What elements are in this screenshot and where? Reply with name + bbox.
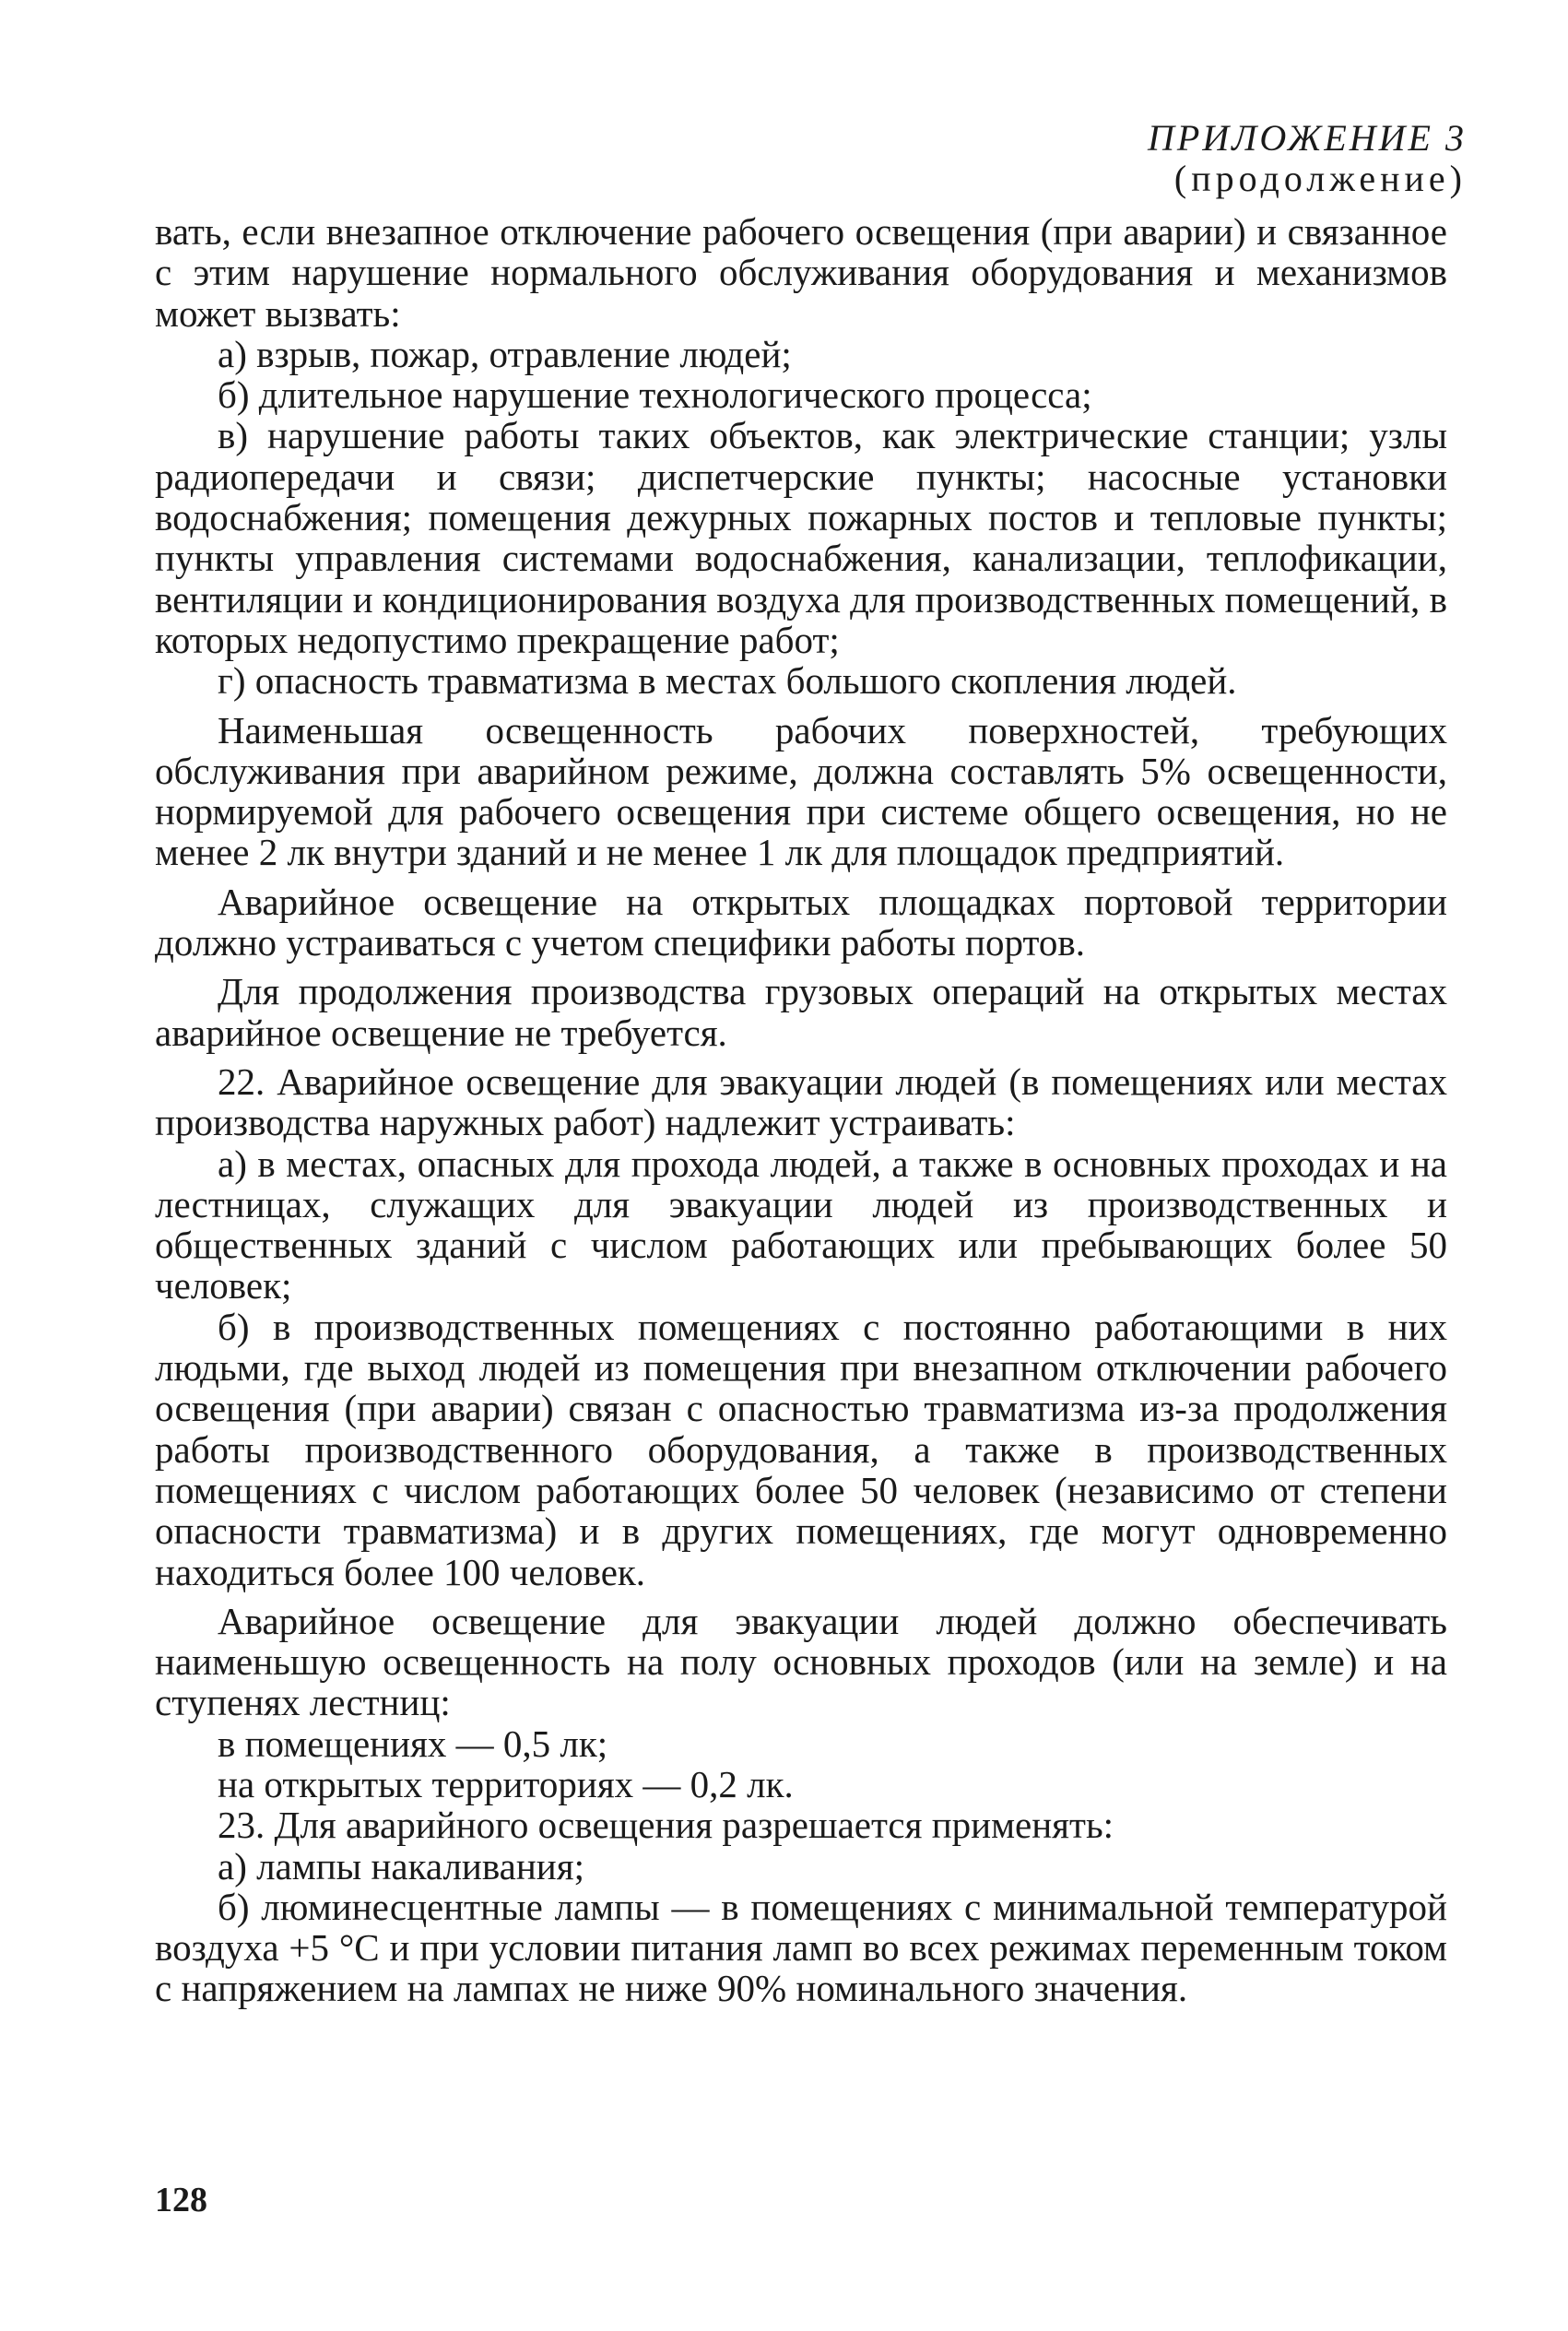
paragraph-min-illumination: Наименьшая освещенность рабочих поверхностей, требующих обслуживания при аварийном режиме, должна составлять 5% освещенности, нормируемой для рабочего освещения при системе общего освещения, но не менее 2 лк внутри зданий и не менее 1 лк для площадок предприятий. (155, 708, 1447, 874)
list-item-g: г) опасность травматизма в местах большого скопления людей. (218, 659, 1237, 703)
list-item-23b: б) люминесцентные лампы — в помещениях с минимальной температурой воздуха +5 °С и при условии питания ламп во всех режимах переменным током с напряжением на лампах не ниже 90% номинального значения. (155, 1885, 1447, 2010)
list-item-a: а) взрыв, пожар, отравление людей; (218, 332, 792, 375)
paragraph-section-22: 22. Аварийное освещение для эвакуации людей (в помещениях или местах производства наружных работ) надлежит устраивать: (155, 1059, 1447, 1144)
list-item-22a: а) в местах, опасных для прохода людей, а также в основных проходах и на лестницах, служащих для эвакуации людей из производственных и общественных зданий с числом работающих или пребывающих более 50 человек; (155, 1142, 1447, 1307)
illumination-outdoor: на открытых территориях — 0,2 лк. (218, 1762, 794, 1805)
appendix-header (1148, 118, 1467, 199)
page-number: 128 (155, 2181, 207, 2219)
paragraph-continuation: вать, если внезапное отключение рабочего освещения (при аварии) и связанное с этим нарушение нормального обслуживания оборудования и механизмов может вызвать: (155, 210, 1447, 335)
appendix-title: ПРИЛОЖЕНИЕ 3 (1148, 117, 1467, 159)
appendix-subtitle: (продолжение) (1173, 158, 1467, 199)
list-item-23a: а) лампы накаливания; (218, 1844, 584, 1887)
list-item-22b: б) в производственных помещениях с постоянно работающими в них людьми, где выход людей из помещения при внезапном отключении рабочего освещения (при аварии) связан с опасностью травматизма из-за продолжения работы производственного оборудования, а также в производственных помещениях с числом работающих более 50 человек (независимо от степени опасности травматизма) и в других помещениях, где могут одновременно находиться более 100 человек. (155, 1305, 1447, 1593)
body-text (155, 211, 1447, 2009)
paragraph-section-23: 23. Для аварийного освещения разрешается применять: (218, 1804, 1114, 1847)
paragraph-evacuation-illumination: Аварийное освещение для эвакуации людей должно обеспечивать наименьшую освещенность на полу основных проходов (или на земле) и на ступенях лестниц: (155, 1599, 1447, 1724)
list-item-v: в) нарушение работы таких объектов, как электрические станции; узлы радиопередачи и связи; диспетчерские пункты; насосные установки водоснабжения; помещения дежурных пожарных постов и тепловые пункты; пункты управления системами водоснабжения, канализации, теплофикации, вентиляции и кондиционирования воздуха для производственных помещений, в которых недопустимо прекращение работ; (155, 414, 1447, 661)
paragraph-cargo-operations: Для продолжения производства грузовых операций на открытых местах аварийное освещение не требуется. (155, 970, 1447, 1054)
illumination-indoor: в помещениях — 0,5 лк; (218, 1722, 608, 1765)
paragraph-port-territory: Аварийное освещение на открытых площадках портовой территории должно устраиваться с учетом специфики работы портов. (155, 880, 1447, 964)
list-item-b: б) длительное нарушение технологического процесса; (218, 373, 1092, 417)
